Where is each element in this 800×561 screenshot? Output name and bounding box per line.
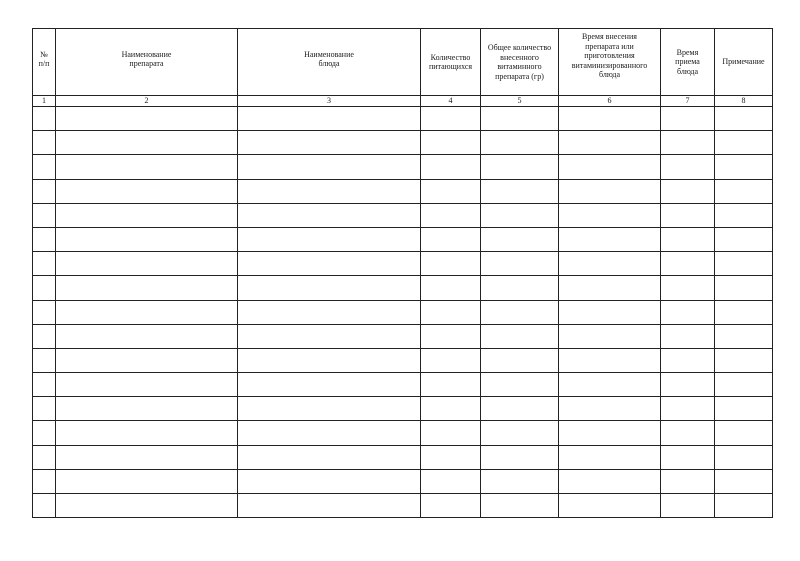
blank-cell-note[interactable] bbox=[715, 373, 773, 397]
column-number: 1 bbox=[33, 96, 56, 107]
blank-cell-amount[interactable] bbox=[481, 469, 559, 493]
header-cell-preparation: Наименование препарата bbox=[56, 29, 238, 96]
blank-cell-diners[interactable] bbox=[421, 421, 481, 445]
blank-cell-preparation[interactable] bbox=[56, 107, 238, 131]
blank-cell-diners[interactable] bbox=[421, 324, 481, 348]
table-row bbox=[33, 227, 773, 251]
blank-cell-time_added[interactable] bbox=[559, 324, 661, 348]
blank-cell-preparation[interactable] bbox=[56, 131, 238, 155]
blank-cell-diners[interactable] bbox=[421, 227, 481, 251]
header-cell-amount: Общее количество внесенного витаминного препарата (гр) bbox=[481, 29, 559, 96]
register-body bbox=[33, 107, 773, 518]
blank-cell-no[interactable] bbox=[33, 324, 56, 348]
blank-cell-preparation[interactable] bbox=[56, 421, 238, 445]
table-row bbox=[33, 494, 773, 518]
blank-cell-time_added[interactable] bbox=[559, 276, 661, 300]
blank-cell-no[interactable] bbox=[33, 445, 56, 469]
blank-cell-diners[interactable] bbox=[421, 300, 481, 324]
blank-cell-amount[interactable] bbox=[481, 348, 559, 372]
column-number: 2 bbox=[56, 96, 238, 107]
blank-cell-meal_time[interactable] bbox=[661, 227, 715, 251]
header-cell-diners: Количество питающихся bbox=[421, 29, 481, 96]
column-number: 7 bbox=[661, 96, 715, 107]
header-cell-meal-time: Время приема блюда bbox=[661, 29, 715, 96]
blank-cell-note[interactable] bbox=[715, 203, 773, 227]
blank-cell-note[interactable] bbox=[715, 276, 773, 300]
table-row bbox=[33, 397, 773, 421]
blank-cell-meal_time[interactable] bbox=[661, 494, 715, 518]
blank-cell-preparation[interactable] bbox=[56, 203, 238, 227]
blank-cell-preparation[interactable] bbox=[56, 445, 238, 469]
blank-cell-preparation[interactable] bbox=[56, 348, 238, 372]
table-row bbox=[33, 348, 773, 372]
blank-cell-time_added[interactable] bbox=[559, 445, 661, 469]
blank-cell-time_added[interactable] bbox=[559, 179, 661, 203]
blank-cell-dish[interactable] bbox=[238, 203, 421, 227]
blank-cell-dish[interactable] bbox=[238, 324, 421, 348]
blank-cell-dish[interactable] bbox=[238, 276, 421, 300]
blank-cell-diners[interactable] bbox=[421, 469, 481, 493]
blank-cell-no[interactable] bbox=[33, 421, 56, 445]
blank-cell-meal_time[interactable] bbox=[661, 421, 715, 445]
blank-cell-diners[interactable] bbox=[421, 373, 481, 397]
blank-cell-amount[interactable] bbox=[481, 276, 559, 300]
blank-cell-amount[interactable] bbox=[481, 131, 559, 155]
blank-cell-time_added[interactable] bbox=[559, 107, 661, 131]
header-cell-no: № п/п bbox=[33, 29, 56, 96]
blank-cell-time_added[interactable] bbox=[559, 469, 661, 493]
blank-cell-meal_time[interactable] bbox=[661, 373, 715, 397]
blank-cell-time_added[interactable] bbox=[559, 252, 661, 276]
column-number: 5 bbox=[481, 96, 559, 107]
blank-cell-note[interactable] bbox=[715, 300, 773, 324]
blank-cell-note[interactable] bbox=[715, 131, 773, 155]
blank-cell-preparation[interactable] bbox=[56, 252, 238, 276]
blank-cell-note[interactable] bbox=[715, 494, 773, 518]
blank-cell-note[interactable] bbox=[715, 397, 773, 421]
blank-cell-dish[interactable] bbox=[238, 252, 421, 276]
blank-cell-diners[interactable] bbox=[421, 203, 481, 227]
blank-cell-dish[interactable] bbox=[238, 445, 421, 469]
blank-cell-no[interactable] bbox=[33, 203, 56, 227]
blank-cell-dish[interactable] bbox=[238, 397, 421, 421]
blank-cell-dish[interactable] bbox=[238, 155, 421, 179]
blank-cell-meal_time[interactable] bbox=[661, 179, 715, 203]
blank-cell-no[interactable] bbox=[33, 373, 56, 397]
header-cell-note: Примечание bbox=[715, 29, 773, 96]
blank-cell-no[interactable] bbox=[33, 494, 56, 518]
blank-cell-time_added[interactable] bbox=[559, 227, 661, 251]
table-row bbox=[33, 324, 773, 348]
blank-cell-no[interactable] bbox=[33, 179, 56, 203]
blank-cell-amount[interactable] bbox=[481, 397, 559, 421]
blank-cell-meal_time[interactable] bbox=[661, 469, 715, 493]
blank-cell-meal_time[interactable] bbox=[661, 107, 715, 131]
blank-cell-time_added[interactable] bbox=[559, 397, 661, 421]
blank-cell-amount[interactable] bbox=[481, 227, 559, 251]
blank-cell-no[interactable] bbox=[33, 131, 56, 155]
blank-cell-dish[interactable] bbox=[238, 421, 421, 445]
column-number: 4 bbox=[421, 96, 481, 107]
blank-cell-meal_time[interactable] bbox=[661, 324, 715, 348]
blank-cell-diners[interactable] bbox=[421, 179, 481, 203]
blank-cell-no[interactable] bbox=[33, 227, 56, 251]
blank-cell-meal_time[interactable] bbox=[661, 276, 715, 300]
blank-cell-amount[interactable] bbox=[481, 107, 559, 131]
blank-cell-no[interactable] bbox=[33, 469, 56, 493]
blank-cell-meal_time[interactable] bbox=[661, 445, 715, 469]
blank-cell-preparation[interactable] bbox=[56, 324, 238, 348]
blank-cell-preparation[interactable] bbox=[56, 227, 238, 251]
blank-cell-no[interactable] bbox=[33, 300, 56, 324]
register-table bbox=[32, 28, 773, 518]
blank-cell-amount[interactable] bbox=[481, 445, 559, 469]
blank-cell-preparation[interactable] bbox=[56, 397, 238, 421]
blank-cell-meal_time[interactable] bbox=[661, 203, 715, 227]
blank-cell-amount[interactable] bbox=[481, 300, 559, 324]
blank-cell-meal_time[interactable] bbox=[661, 348, 715, 372]
blank-cell-diners[interactable] bbox=[421, 494, 481, 518]
column-number: 8 bbox=[715, 96, 773, 107]
blank-cell-preparation[interactable] bbox=[56, 300, 238, 324]
blank-cell-dish[interactable] bbox=[238, 131, 421, 155]
blank-cell-meal_time[interactable] bbox=[661, 252, 715, 276]
blank-cell-diners[interactable] bbox=[421, 397, 481, 421]
blank-cell-no[interactable] bbox=[33, 397, 56, 421]
blank-cell-no[interactable] bbox=[33, 276, 56, 300]
blank-cell-dish[interactable] bbox=[238, 107, 421, 131]
table-row bbox=[33, 131, 773, 155]
blank-cell-no[interactable] bbox=[33, 348, 56, 372]
blank-cell-meal_time[interactable] bbox=[661, 300, 715, 324]
blank-cell-preparation[interactable] bbox=[56, 469, 238, 493]
blank-cell-dish[interactable] bbox=[238, 373, 421, 397]
table-row bbox=[33, 445, 773, 469]
table-row bbox=[33, 421, 773, 445]
blank-cell-time_added[interactable] bbox=[559, 131, 661, 155]
blank-cell-preparation[interactable] bbox=[56, 373, 238, 397]
blank-cell-note[interactable] bbox=[715, 179, 773, 203]
blank-cell-no[interactable] bbox=[33, 155, 56, 179]
blank-cell-preparation[interactable] bbox=[56, 179, 238, 203]
blank-cell-note[interactable] bbox=[715, 421, 773, 445]
blank-cell-amount[interactable] bbox=[481, 179, 559, 203]
blank-cell-amount[interactable] bbox=[481, 421, 559, 445]
column-number: 6 bbox=[559, 96, 661, 107]
blank-cell-time_added[interactable] bbox=[559, 155, 661, 179]
table-row bbox=[33, 276, 773, 300]
table-row bbox=[33, 203, 773, 227]
blank-cell-diners[interactable] bbox=[421, 348, 481, 372]
blank-cell-time_added[interactable] bbox=[559, 300, 661, 324]
blank-cell-amount[interactable] bbox=[481, 203, 559, 227]
blank-cell-preparation[interactable] bbox=[56, 494, 238, 518]
blank-cell-diners[interactable] bbox=[421, 155, 481, 179]
blank-cell-time_added[interactable] bbox=[559, 421, 661, 445]
blank-cell-no[interactable] bbox=[33, 252, 56, 276]
blank-cell-time_added[interactable] bbox=[559, 203, 661, 227]
blank-cell-dish[interactable] bbox=[238, 179, 421, 203]
blank-cell-amount[interactable] bbox=[481, 252, 559, 276]
table-row bbox=[33, 300, 773, 324]
blank-cell-dish[interactable] bbox=[238, 348, 421, 372]
table-row bbox=[33, 179, 773, 203]
header-cell-time-added: Время внесения препарата или приготовления витаминизированного блюда bbox=[559, 29, 661, 96]
blank-cell-diners[interactable] bbox=[421, 252, 481, 276]
header-row bbox=[33, 29, 773, 96]
table-row bbox=[33, 373, 773, 397]
blank-cell-dish[interactable] bbox=[238, 494, 421, 518]
blank-cell-diners[interactable] bbox=[421, 107, 481, 131]
vitaminization-register-form bbox=[32, 28, 773, 518]
table-row bbox=[33, 107, 773, 131]
blank-cell-time_added[interactable] bbox=[559, 373, 661, 397]
table-row bbox=[33, 469, 773, 493]
blank-cell-note[interactable] bbox=[715, 445, 773, 469]
blank-cell-amount[interactable] bbox=[481, 324, 559, 348]
blank-cell-diners[interactable] bbox=[421, 276, 481, 300]
blank-cell-meal_time[interactable] bbox=[661, 397, 715, 421]
table-row bbox=[33, 155, 773, 179]
blank-cell-note[interactable] bbox=[715, 155, 773, 179]
column-number: 3 bbox=[238, 96, 421, 107]
blank-cell-note[interactable] bbox=[715, 227, 773, 251]
blank-cell-note[interactable] bbox=[715, 469, 773, 493]
blank-cell-no[interactable] bbox=[33, 107, 56, 131]
blank-cell-meal_time[interactable] bbox=[661, 155, 715, 179]
header-cell-dish: Наименование блюда bbox=[238, 29, 421, 96]
blank-cell-diners[interactable] bbox=[421, 445, 481, 469]
column-number-row bbox=[33, 96, 773, 107]
blank-cell-dish[interactable] bbox=[238, 300, 421, 324]
blank-cell-preparation[interactable] bbox=[56, 276, 238, 300]
blank-cell-amount[interactable] bbox=[481, 494, 559, 518]
blank-cell-diners[interactable] bbox=[421, 131, 481, 155]
table-row bbox=[33, 252, 773, 276]
blank-cell-dish[interactable] bbox=[238, 227, 421, 251]
blank-cell-meal_time[interactable] bbox=[661, 131, 715, 155]
blank-cell-amount[interactable] bbox=[481, 155, 559, 179]
blank-cell-time_added[interactable] bbox=[559, 348, 661, 372]
blank-cell-note[interactable] bbox=[715, 252, 773, 276]
blank-cell-note[interactable] bbox=[715, 107, 773, 131]
blank-cell-note[interactable] bbox=[715, 348, 773, 372]
blank-cell-dish[interactable] bbox=[238, 469, 421, 493]
blank-cell-preparation[interactable] bbox=[56, 155, 238, 179]
blank-cell-note[interactable] bbox=[715, 324, 773, 348]
blank-cell-amount[interactable] bbox=[481, 373, 559, 397]
blank-cell-time_added[interactable] bbox=[559, 494, 661, 518]
